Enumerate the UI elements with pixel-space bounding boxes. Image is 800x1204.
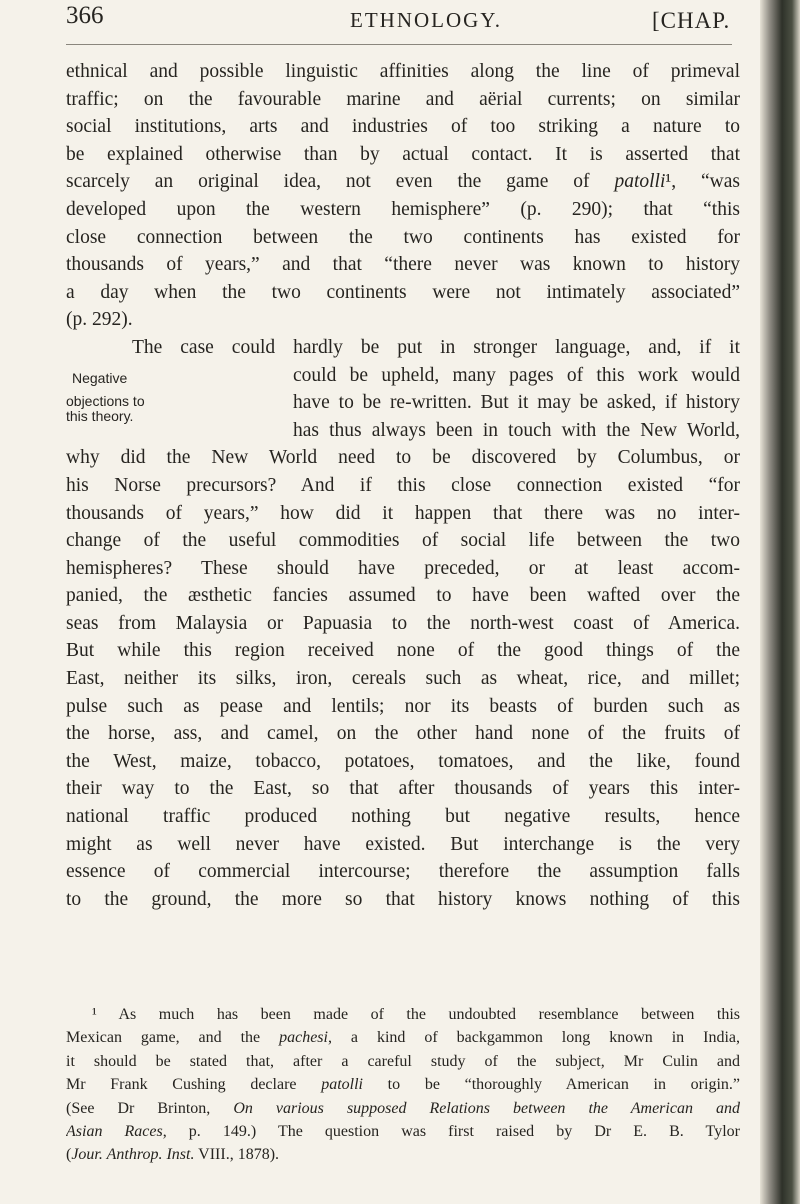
body-line: thousands of years,” how did it happen that there was no inter- <box>66 502 740 524</box>
body-line: the West, maize, tobacco, potatoes, tomatoes, and the like, found <box>66 750 740 772</box>
body-line: be explained otherwise than by actual contact. It is asserted that <box>66 143 740 165</box>
body-line: their way to the East, so that after thousands of years this inter- <box>66 778 740 800</box>
sidenote-line: this theory. <box>66 408 134 424</box>
sidenote-line: Negative <box>72 370 128 386</box>
body-line: hemispheres? These should have preceded, or at least accom- <box>66 557 740 579</box>
chapter-label: [CHAP. <box>652 8 731 33</box>
body-line: (p. 292). <box>66 309 133 331</box>
page-edge-shadow <box>760 0 800 1204</box>
body-line: essence of commercial intercourse; therefore the assumption falls <box>66 861 740 883</box>
body-line: But while this region received none of the good things of the <box>66 640 740 662</box>
body-line: might as well never have existed. But interchange is the very <box>66 833 740 855</box>
footnote-line: Mexican game, and the pachesi, a kind of backgammon long known in India, <box>66 1029 740 1047</box>
body-line: East, neither its silks, iron, cereals such as wheat, rice, and millet; <box>66 668 740 690</box>
footnote <box>66 1003 740 1167</box>
body-line: why did the New World need to be discovered by Columbus, or <box>66 447 740 469</box>
body-line: The case could hardly be put in stronger language, and, if it <box>132 336 740 358</box>
body-line: to the ground, the more so that history knows nothing of this <box>66 888 740 910</box>
body-line: seas from Malaysia or Papuasia to the north-west coast of America. <box>66 612 740 634</box>
sidenote-line: objections to <box>66 393 145 409</box>
sidenote <box>66 371 206 424</box>
body-line: panied, the æsthetic fancies assumed to have been wafted over the <box>66 585 740 607</box>
header-rule <box>66 44 732 45</box>
body-line: national traffic produced nothing but negative results, hence <box>66 806 740 828</box>
body-line: his Norse precursors? And if this close connection existed “for <box>66 474 740 496</box>
footnote-line: it should be stated that, after a careful study of the subject, Mr Culin and <box>66 1052 740 1070</box>
body-line: social institutions, arts and industries of too striking a nature to <box>66 116 740 138</box>
footnote-line: (Jour. Anthrop. Inst. VIII., 1878). <box>66 1146 280 1164</box>
body-line: close connection between the two continents has existed for <box>66 226 740 248</box>
running-title: ETHNOLOGY. <box>350 8 503 32</box>
body-line: thousands of years,” and that “there never was known to history <box>66 254 740 276</box>
page-header <box>66 2 746 38</box>
body-text <box>66 58 740 913</box>
body-line: have to be re-written. But it may be asked, if history <box>293 392 740 414</box>
footnote-line: Asian Races, p. 149.) The question was first raised by Dr E. B. Tylor <box>66 1122 740 1140</box>
body-line: has thus always been in touch with the New World, <box>293 419 740 441</box>
footnote-line: Mr Frank Cushing declare patolli to be “thoroughly American in origin.” <box>66 1076 740 1094</box>
body-line: the horse, ass, and camel, on the other hand none of the fruits of <box>66 723 740 745</box>
body-line: developed upon the western hemisphere” (p. 290); that “this <box>66 198 740 220</box>
footnote-line: (See Dr Brinton, On various supposed Relations between the American and <box>66 1099 740 1117</box>
body-line: a day when the two continents were not intimately associated” <box>66 281 740 303</box>
body-line: ethnical and possible linguistic affinities along the line of primeval <box>66 61 740 82</box>
footnote-line: ¹ As much has been made of the undoubted resemblance between this <box>92 1006 740 1023</box>
body-line: change of the useful commodities of social life between the two <box>66 530 740 552</box>
body-line: traffic; on the favourable marine and aërial currents; on similar <box>66 88 740 110</box>
page-number: 366 <box>66 2 104 29</box>
body-line: could be upheld, many pages of this work would <box>293 364 740 386</box>
body-line: scarcely an original idea, not even the game of patolli¹, “was <box>66 171 740 193</box>
body-line: pulse such as pease and lentils; nor its beasts of burden such as <box>66 695 740 717</box>
